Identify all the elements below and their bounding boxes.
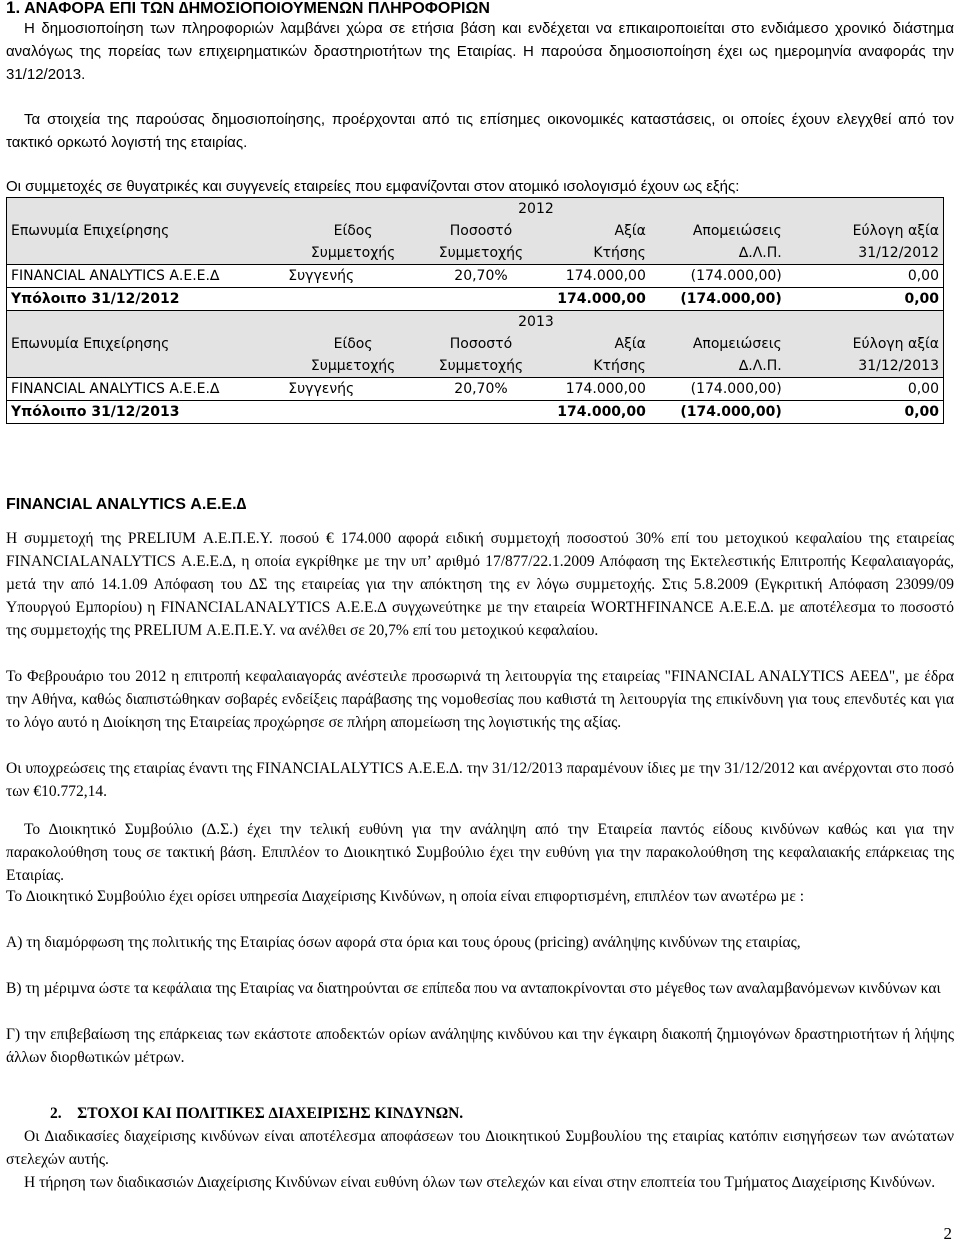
header-type: Είδος	[333, 223, 373, 239]
intro-paragraph-1: Η δηµοσιοποίηση των πληροφοριών λαµβάνει χώρα σε ετήσια βάση και ενδέχεται να επικαιροποιείται στο ενδιάµεσο χρονικό διάστηµα αναλόγως της πορείας των επιχειρηµατικών δραστηριοτήτων της Εταιρίας. Η παρούσα δηµοσιοποίηση έχει ως ηµεροµηνία αναφοράς την 31/12/2013.	[6, 20, 954, 83]
cell-pct: 20,70%	[422, 265, 540, 288]
total-label: Υπόλοιπο 31/12/2012	[7, 288, 540, 311]
board-paragraph-2: Το ∆ιοικητικό Συµβούλιο έχει ορίσει υπηρεσία ∆ιαχείρισης Κινδύνων, η οποία είναι επιφορτισµένη, επιπλέον των ανωτέρω µε :	[6, 888, 805, 905]
fa-heading: FINANCIAL ANALYTICS Α.Ε.Ε.∆	[6, 496, 247, 513]
total-impair: (174.000,00)	[650, 401, 786, 424]
header-cost: Αξία	[614, 223, 646, 239]
cell-cost: 174.000,00	[540, 265, 650, 288]
section-2-heading	[50, 1102, 930, 1125]
header-impair-2: ∆.Λ.Π.	[738, 245, 782, 261]
table-total-row	[7, 401, 944, 424]
total-cost: 174.000,00	[540, 288, 650, 311]
year-label: 2013	[422, 311, 650, 334]
table-total-row	[7, 288, 944, 311]
intro-paragraph-3: Οι συµµετοχές σε θυγατρικές και συγγενείς εταιρείες που εµφανίζονται στον ατοµικό ισολογισµό έχουν ως εξής:	[6, 178, 740, 195]
year-label: 2012	[422, 198, 650, 221]
header-pct-2: Συµµετοχής	[438, 245, 524, 261]
total-fair-value: 0,00	[786, 401, 944, 424]
section-2-title: ΣΤΟΧΟΙ ΚΑΙ ΠΟΛΙΤΙΚΕΣ ∆ΙΑΧΕΙΡΙΣΗΣ ΚΙΝ∆ΥΝΩΝ.	[77, 1105, 464, 1122]
header-type-2: Συµµετοχής	[310, 358, 396, 374]
header-impair: Αποµειώσεις	[692, 223, 782, 239]
header-impair: Αποµειώσεις	[692, 336, 782, 352]
board-item-b: Β) τη µέριµνα ώστε τα κεφάλαια της Εταιρίας να διατηρούνται σε επίπεδα που να ανταποκρίνονται στο µέγεθος των αναλαµβανόµενων κινδύνων και	[6, 980, 941, 997]
table-row	[7, 378, 944, 401]
section-2-number: 2.	[50, 1105, 62, 1122]
header-company: Επωνυµία Επιχείρησης	[7, 198, 285, 265]
table-year-row	[7, 311, 944, 334]
cell-fair-value: 0,00	[786, 378, 944, 401]
participations-table	[6, 197, 944, 424]
cell-impair: (174.000,00)	[650, 265, 786, 288]
intro-paragraph-2: Τα στοιχεία της παρούσας δηµοσιοποίησης, προέρχονται από τις επίσηµες οικονοµικές καταστάσεις, οι οποίες έχουν ελεγχθεί από τον τακτικό ορκωτό λογιστή της εταιρίας.	[6, 111, 954, 151]
cell-company: FINANCIAL ANALYTICS Α.Ε.Ε.∆	[7, 378, 285, 401]
cell-cost: 174.000,00	[540, 378, 650, 401]
board-item-c: Γ) την επιβεβαίωση της επάρκειας των εκάστοτε αποδεκτών ορίων ανάληψης κινδύνου και την έγκαιρη διακοπή ζηµιογόνων δραστηριοτήτων ή λήψης άλλων διορθωτικών µέτρων.	[6, 1026, 954, 1066]
header-pct: Ποσοστό	[449, 223, 513, 239]
cell-type: Συγγενής	[284, 378, 422, 401]
section-2-paragraph-1: Οι ∆ιαδικασίες διαχείρισης κινδύνων είναι αποτέλεσµα αποφάσεων του ∆ιοικητικού Συµβουλίου της εταιρίας κατόπιν εισηγήσεων των ανώτατων στελεχών αυτής.	[6, 1128, 954, 1168]
cell-impair: (174.000,00)	[650, 378, 786, 401]
total-fair-value: 0,00	[786, 288, 944, 311]
total-cost: 174.000,00	[540, 401, 650, 424]
table-year-row	[7, 198, 944, 221]
table-row	[7, 265, 944, 288]
header-pct: Ποσοστό	[449, 336, 513, 352]
fa-paragraph-2: Το Φεβρουάριο του 2012 η επιτροπή κεφαλαιαγοράς ανέστειλε προσωρινά τη λειτουργία της εταιρείας "FINANCIAL ANALYTICS ΑΕΕ∆", µε έδρα την Αθήνα, καθώς διαπιστώθηκαν σοβαρές ενδείξεις παράβασης της νοµοθεσίας που καθιστά τη λειτουργία της επικίνδυνη για τους επενδυτές και για το λόγο αυτό η ∆ιοίκηση της Εταιρείας προχώρησε σε πλήρη αποµείωση της λογιστικής της αξίας.	[6, 668, 954, 731]
header-cost: Αξία	[614, 336, 646, 352]
board-paragraph-1: Το ∆ιοικητικό Συµβούλιο (∆.Σ.) έχει την τελική ευθύνη για την ανάληψη από την Εταιρεία παντός είδους κινδύνων καθώς και για την παρακολούθηση τους σε τακτική βάση. Επιπλέον το ∆ιοικητικό Συµβούλιο έχει την ευθύνη για την παρακολούθηση της κεφαλαιακής επάρκειας της Εταιρίας.	[6, 821, 954, 884]
header-fair-value-2: 31/12/2012	[786, 242, 944, 265]
header-fair-value-2: 31/12/2013	[786, 355, 944, 378]
board-item-a: Α) τη διαµόρφωση της πολιτικής της Εταιρίας όσων αφορά στα όρια και τους όρους (pricing) ανάληψης κινδύνων της εταιρίας,	[6, 934, 801, 951]
header-fair-value: Εύλογη αξία	[786, 220, 944, 242]
page-number: 2	[943, 1224, 952, 1243]
fa-paragraph-3: Οι υποχρεώσεις της εταιρίας έναντι της FINANCIALALYTICS Α.Ε.Ε.∆. την 31/12/2013 παραµένουν ίδιες µε την 31/12/2012 και ανέρχονται στο ποσό των €10.772,14.	[6, 760, 954, 800]
section-1-number: 1.	[6, 0, 21, 17]
total-impair: (174.000,00)	[650, 288, 786, 311]
cell-pct: 20,70%	[422, 378, 540, 401]
header-cost-2: Κτήσης	[593, 245, 646, 261]
header-impair-2: ∆.Λ.Π.	[738, 358, 782, 374]
total-label: Υπόλοιπο 31/12/2013	[7, 401, 540, 424]
fa-paragraph-1: Η συµµετοχή της PRELIUM Α.Ε.Π.Ε.Υ. ποσού € 174.000 αφορά ειδική συµµετοχή ποσοστού 30% επί του µετοχικού κεφαλαίου της εταιρείας FINANCIALANALYTICS Α.Ε.Ε.∆, η οποία εγκρίθηκε µε την υπ’ αριθµό 17/877/22.1.2009 Απόφαση της Εκτελεστικής Επιτροπής Κεφαλαιαγοράς, µετά την από 14.1.09 Απόφαση του ∆Σ της εταιρείας για την απόκτηση της εν λόγω συµµετοχής. Στις 5.8.2009 (Εγκριτική Απόφαση 23099/09 Υπουργού Εµπορίου) η FINANCIALANALYTICS Α.Ε.Ε.∆ συγχωνεύτηκε µε την εταιρεία WORTHFINANCE Α.Ε.Ε.∆. µε αποτέλεσµα το ποσοστό της συµµετοχής της PRELIUM Α.Ε.Π.Ε.Υ. να ανέλθει σε 20,7% επί του µετοχικού κεφαλαίου.	[6, 530, 954, 639]
header-cost-2: Κτήσης	[593, 358, 646, 374]
cell-type: Συγγενής	[284, 265, 422, 288]
section-2-paragraph-2: Η τήρηση των διαδικασιών ∆ιαχείρισης Κινδύνων είναι ευθύνη όλων των στελεχών και είναι στην εποπτεία του Τµήµατος ∆ιαχείρισης Κινδύνων.	[24, 1174, 936, 1191]
header-fair-value: Εύλογη αξία	[786, 333, 944, 355]
section-1-title: ΑΝΑΦΟΡΑ ΕΠΙ ΤΩΝ ∆ΗΜΟΣΙΟΠΟΙΟΥΜΕΝΩΝ ΠΛΗΡΟΦΟΡΙΩΝ	[24, 0, 490, 17]
header-type: Είδος	[333, 336, 373, 352]
header-company: Επωνυµία Επιχείρησης	[7, 311, 285, 378]
cell-fair-value: 0,00	[786, 265, 944, 288]
cell-company: FINANCIAL ANALYTICS Α.Ε.Ε.∆	[7, 265, 285, 288]
header-type-2: Συµµετοχής	[310, 245, 396, 261]
header-pct-2: Συµµετοχής	[438, 358, 524, 374]
